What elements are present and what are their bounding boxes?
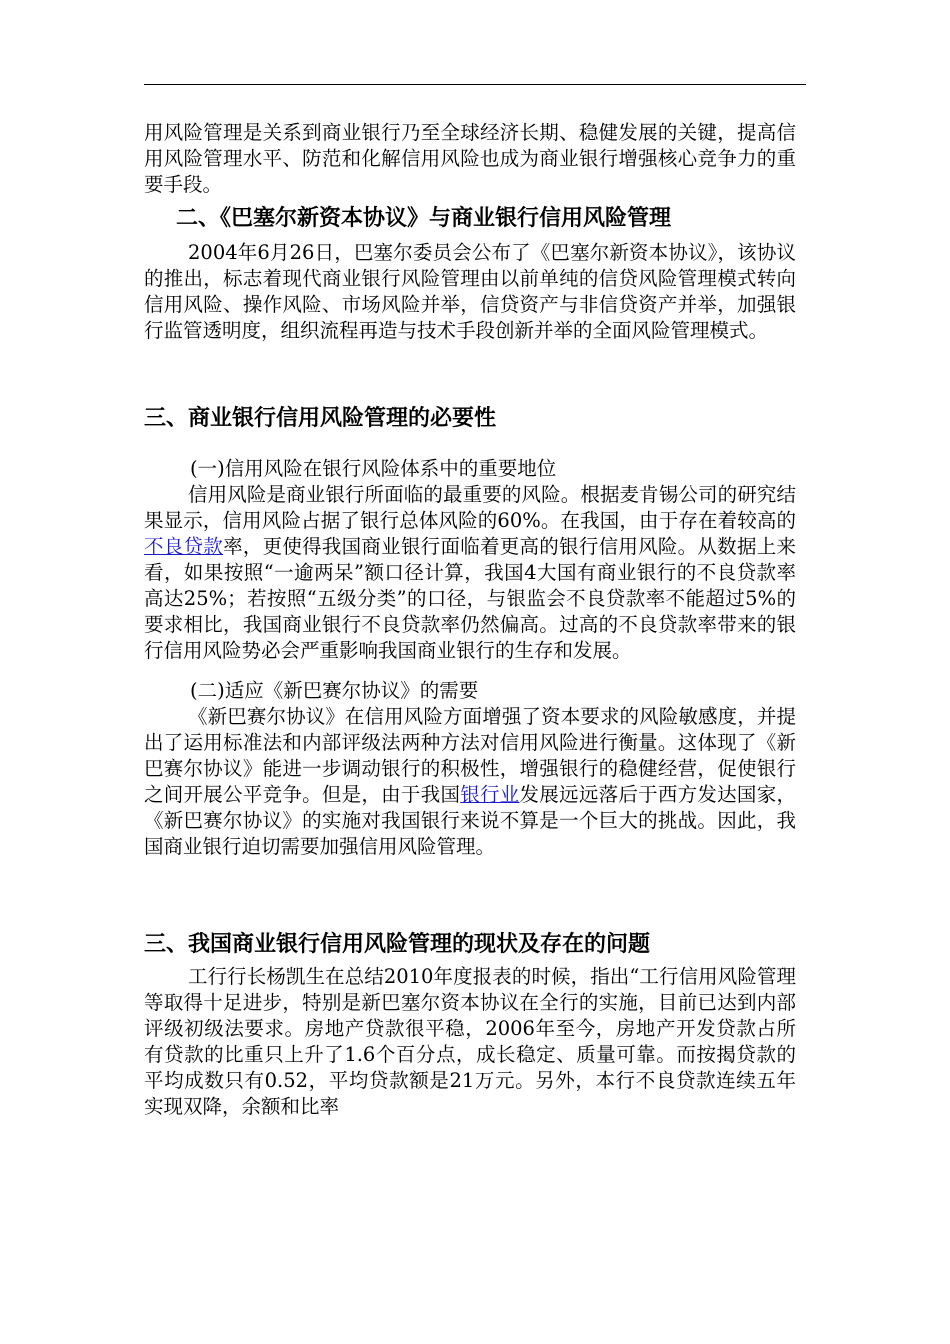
subheading-credit-risk-position: (一)信用风险在银行风险体系中的重要地位: [190, 457, 557, 480]
paragraph-intro: 用风险管理是关系到商业银行乃至全球经济长期、稳健发展的关键，提高信用风险管理水平、防范和化解信用风险也成为商业银行增强核心竞争力的重要手段。: [144, 121, 796, 196]
spacer: [144, 344, 796, 404]
paragraph-new-basel: [144, 704, 796, 860]
paragraph-credit-risk: [144, 482, 796, 664]
paragraph-text: 率，更使得我国商业银行面临着更高的银行信用风险。从数据上来看，如果按照“一逾两呆”额口径计算，我国4大国有商业银行的不良贷款率高达25%；若按照“五级分类”的口径，与银监会不良贷款率不能超过5%的要求相比，我国商业银行不良贷款率仍然偏高。过高的不良贷款率带来的银行信用风险势必会严重影响我国商业银行的生存和发展。: [144, 535, 796, 662]
header-rule: [144, 84, 806, 85]
spacer: [144, 434, 796, 456]
paragraph-text: 信用风险是商业银行所面临的最重要的风险。根据麦肯锡公司的研究结果显示，信用风险占据了银行总体风险的60%。在我国，由于存在着较高的: [144, 483, 796, 532]
paragraph-text: 《新巴赛尔协议》在信用风险方面增强了资本要求的风险敏感度，并提出了运用标准法和内部评级法两种方法对信用风险进行衡量。这体现了《新巴赛尔协议》能进一步调动银行的积极性，增强银行的稳健经营，促使银行之间开展公平竞争。但是，由于我国: [144, 705, 796, 806]
spacer: [144, 664, 796, 678]
subheading-new-basel: (二)适应《新巴赛尔协议》的需要: [190, 679, 479, 702]
paragraph-text: 发展远远落后于西方发达国家，《新巴赛尔协议》的实施对我国银行来说不算是一个巨大的挑战。因此，我国商业银行迫切需要加强信用风险管理。: [144, 783, 796, 858]
section-heading-status: 三、我国商业银行信用风险管理的现状及存在的问题: [144, 932, 651, 957]
link-non-performing-loans[interactable]: 不良贷款: [144, 535, 224, 558]
section-heading-necessity: 三、商业银行信用风险管理的必要性: [144, 406, 497, 431]
document-body: [144, 120, 796, 1120]
paragraph-basel: 2004年6月26日，巴塞尔委员会公布了《巴塞尔新资本协议》，该协议的推出，标志着现代商业银行风险管理由以前单纯的信贷风险管理模式转向信用风险、操作风险、市场风险并举，信贷资产与非信贷资产并举，加强银行监管透明度，组织流程再造与技术手段创新并举的全面风险管理模式。: [144, 241, 796, 342]
paragraph-status: 工行行长杨凯生在总结2010年度报表的时候，指出“工行信用风险管理等取得十足进步，特别是新巴塞尔资本协议在全行的实施，目前已达到内部评级初级法要求。房地产贷款很平稳，2006年至今，房地产开发贷款占所有贷款的比重只上升了1.6个百分点，成长稳定、质量可靠。而按揭贷款的平均成数只有0.52，平均贷款额是21万元。另外，本行不良贷款连续五年实现双降，余额和比率: [144, 965, 796, 1118]
link-banking-industry[interactable]: 银行业: [460, 783, 520, 806]
spacer: [144, 860, 796, 930]
section-heading-basel: 二、《巴塞尔新资本协议》与商业银行信用风险管理: [176, 206, 672, 231]
